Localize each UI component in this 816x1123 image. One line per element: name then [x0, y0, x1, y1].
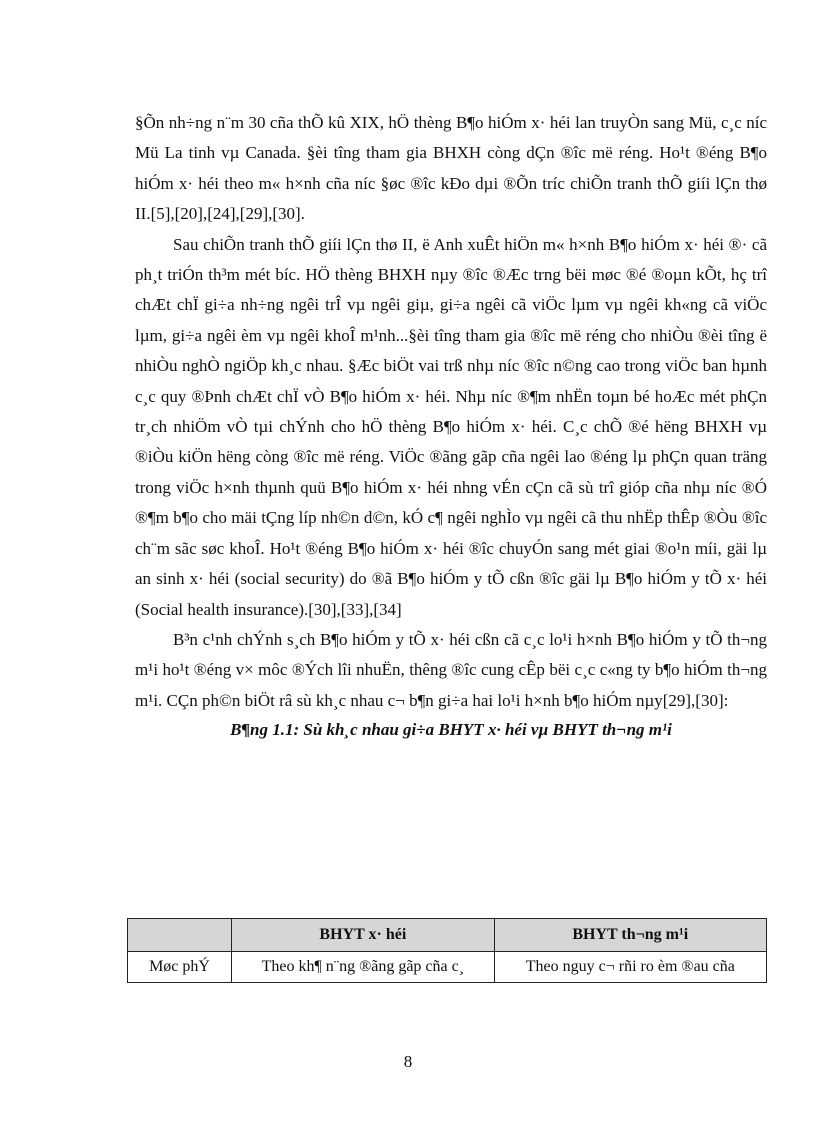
paragraph-post-war: Sau chiÕn tranh thÕ giíi lÇn thø II, ë Anh xuÊt hiÖn m« h×nh B¶o hiÓm x· héi ®· cã ph¸t triÓn th³m mét bíc. HÖ thèng BHXH nµy ®îc ®Æc trng bëi møc ®é ®oµn kÕt, hç trî chÆt chÏ gi÷a nh÷ng ngêi trÎ vµ ngêi giµ, gi÷a ngêi cã viÖc lµm vµ ngêi kh«ng cã viÖc lµm, gi÷a ngêi èm vµ ngêi khoÎ m¹nh...§èi tîng tham gia ®îc më réng cho nhiÒu ®èi tîng ë nhiÒu nghÒ ngiÖp kh¸c nhau. §Æc biÖt vai trß nhµ níc ®îc n©ng cao trong viÖc ban hµnh c¸c quy ®Þnh chÆt chÏ vÒ B¶o hiÓm x· héi. Nhµ níc ®¶m nhËn toµn bé hoÆc mét phÇn tr¸ch nhiÖm vÒ tµi chÝnh cho hÖ thèng B¶o hiÓm x· héi. C¸c chÕ ®é hëng BHXH vµ ®iÒu kiÖn hëng còng ®îc më réng. ViÖc ®ãng gãp cña ngêi lao ®éng lµ phÇn quan träng trong viÖc h×nh thµnh quü B¶o hiÓm x· héi nhng vÉn cÇn cã sù trî gióp cña nhµ níc ®Ó ®¶m b¶o cho mäi tÇng líp nh©n d©n, kÓ c¶ ngêi nghÌo vµ ngêi cã thu nhËp thÊp ®Òu ®îc ch¨m sãc søc khoÎ. Ho¹t ®éng B¶o hiÓm x· héi ®îc chuyÓn sang mét giai ®o¹n míi, gäi lµ an sinh x· héi (social security) do ®ã B¶o hiÓm y tÕ cßn ®îc gäi lµ B¶o hiÓm y tÕ x· héi (Social health insurance).[30],[33],[34]: [135, 234, 767, 619]
paragraph-commercial: B³n c¹nh chÝnh s¸ch B¶o hiÓm y tÕ x· héi cßn cã c¸c lo¹i h×nh B¶o hiÓm y tÕ th¬ng m¹i ho¹t ®éng v× môc ®Ých lîi nhuËn, thêng ®îc cung cÊp bëi c¸c c«ng ty b¶o hiÓm th¬ng m¹i. CÇn ph©n biÖt râ sù kh¸c nhau c¬ b¶n gi÷a hai lo¹i h×nh b¶o hiÓm nµy[29],[30]:: [135, 629, 767, 710]
table-row: [128, 952, 767, 983]
table-header-cell: [128, 919, 232, 952]
paragraph-history: §Õn nh÷ng n¨m 30 cña thÕ kû XIX, hÖ thèng B¶o hiÓm x· héi lan truyÒn sang Mü, c¸c níc Mü La tinh vµ Canada. §èi tîng tham gia BHXH còng dÇn ®îc më réng. Ho¹t ®éng B¶o hiÓm x· héi theo m« h×nh cña níc §øc ®îc kÐo dµi ®Õn tríc chiÕn tranh thÕ giíi lÇn thø II.[5],[20],[24],[29],[30].: [135, 113, 767, 224]
table-header-cell: BHYT th¬ng m¹i: [494, 919, 766, 952]
table-header-row: [128, 919, 767, 952]
table-caption: B¶ng 1.1: Sù kh¸c nhau gi÷a BHYT x· héi vµ BHYT th¬ng m¹i: [230, 720, 672, 740]
page-number: 8: [403, 1052, 413, 1071]
table-cell: Møc phÝ: [128, 952, 232, 983]
table-header-cell: BHYT x· héi: [232, 919, 495, 952]
document-body: [135, 108, 767, 750]
table-cell: Theo nguy c¬ rñi ro èm ®au cña: [494, 952, 766, 983]
table-cell: Theo kh¶ n¨ng ®ãng gãp cña c¸: [232, 952, 495, 983]
comparison-table: [127, 918, 767, 983]
